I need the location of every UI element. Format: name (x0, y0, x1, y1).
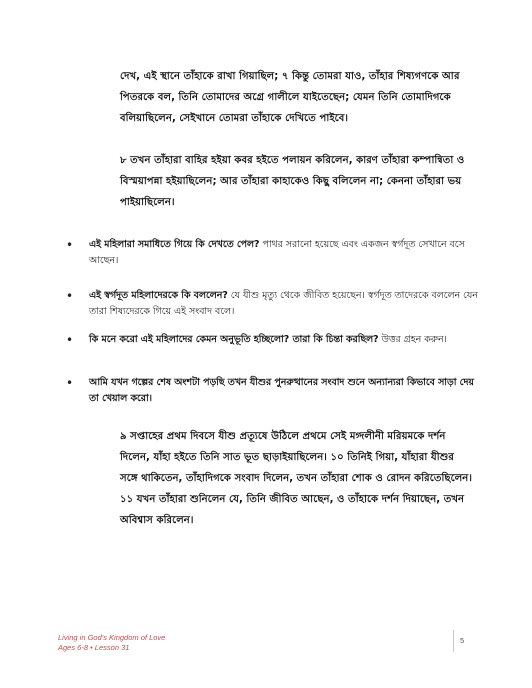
scripture-passage-1: দেখ, এই স্থানে তাঁহাকে রাখা গিয়াছিল; ৭ কিন্তু তোমরা যাও, তাঁহার শিষ্যগণকে আর পিতরকে বল, তিনি তোমাদের অগ্রে গালীলে যাইতেছেন; যেমন তিনি তোমাদিগকে বলিয়াছিলেন, সেইখানে তোমরা তাঁহাকে দেখিতে পাইবে। (120, 71, 460, 124)
question-text: আমি যখন গল্পের শেষ অংশটা পড়ছি তখন যীশুর পুনরুত্থানের সংবাদ শুনে অন্যান্যরা কিভাবে সাড়া দেয় তা খেয়াল করো। (89, 377, 474, 404)
question-text: কি মনে করো এই মহিলাদের কেমন অনুভূতি হচ্ছিলো? তারা কি চিন্তা করছিল? (89, 334, 379, 345)
answer-text: যে যীশু মৃত্যু থেকে জীবিত হয়েছেন। স্বর্গদূত তাদেরকে বললেন যেন তারা শিষ্যদেরকে গিয়ে এই সংবাদ বলে। (89, 290, 478, 317)
bullet-icon: • (66, 333, 74, 347)
bullet-icon: • (66, 289, 74, 303)
bullet-icon: • (66, 376, 74, 390)
footer-lesson-info: Ages 6-8 • Lesson 31 (58, 643, 130, 652)
footer-divider (453, 630, 454, 652)
page-footer (58, 633, 165, 653)
question-text: এই মহিলারা সমাধিতে গিয়ে কি দেখতে পেল? (89, 239, 260, 250)
list-item-text (89, 375, 481, 407)
page-number: 5 (460, 636, 465, 645)
bullet-icon: • (66, 238, 74, 252)
answer-text: উত্তর গ্রহন করুন। (378, 334, 447, 345)
scripture-passage-2: ৮ তখন তাঁহারা বাহির হইয়া কবর হইতে পলায়ন করিলেন, কারণ তাঁহারা কম্পান্বিতা ও বিস্ময়াপন্না হইয়াছিলেন; আর তাঁহারা কাহাকেও কিছু বলিলেন না; কেননা তাঁহারা ভয় পাইয়াছিলেন। (120, 155, 465, 208)
question-text: এই স্বর্গদূত মহিলাদেরকে কি বললেন? (89, 290, 228, 301)
list-item-text (89, 332, 481, 348)
answer-text: পাথর সরানো হয়েছে এবং একজন স্বর্গদূত সেখানে বসে আছেন। (89, 239, 465, 266)
footer-series-title: Living in God's Kingdom of Love (58, 633, 166, 642)
scripture-passage-3: ৯ সপ্তাহের প্রথম দিবসে যীশু প্রত্যূষে উঠিলে প্রথমে সেই মগ্দলীনী মরিয়মকে দর্শন দিলেন, যাঁহা হইতে তিনি সাত ভূত ছাড়াইয়াছিলেন। ১০ তিনিই গিয়া, যাঁহারা যীশুর সঙ্গে থাকিতেন, তাঁহাদিগকে সংবাদ দিলেন, তখন তাঁহারা শোক ও রোদন করিতেছিলেন। ১১ যখন তাঁহারা শুনিলেন যে, তিনি জীবিত আছেন, ও তাঁহাকে দর্শন দিয়াছেন, তখন অবিশ্বাস করিলেন। (120, 431, 473, 526)
list-item-text (89, 237, 481, 269)
list-item-text (89, 288, 481, 320)
